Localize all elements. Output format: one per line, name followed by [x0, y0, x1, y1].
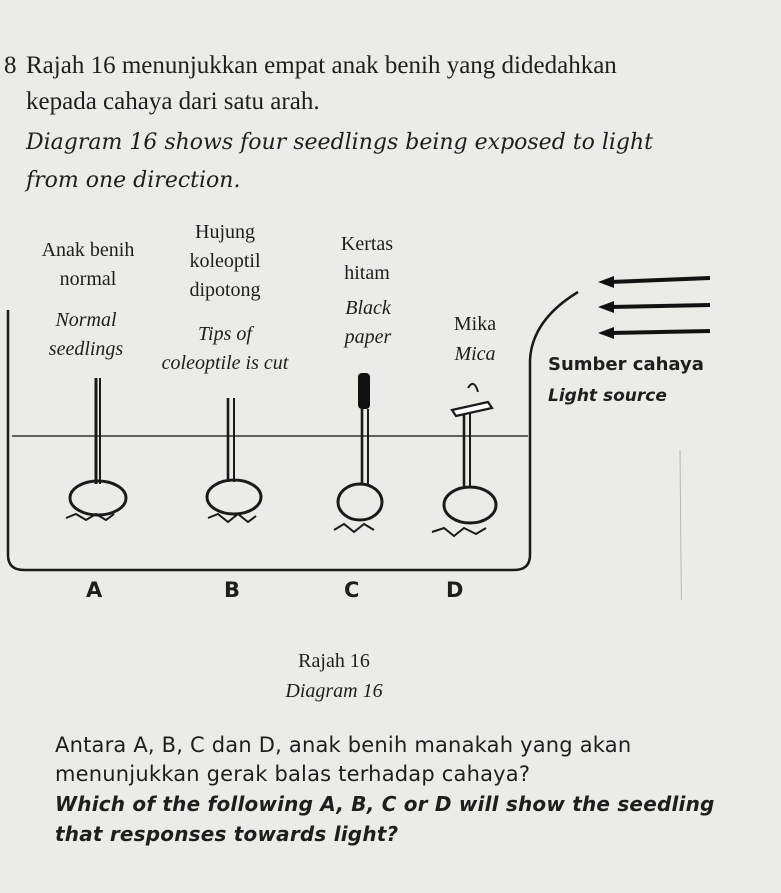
seedling-label-c: C [344, 578, 360, 602]
label-b-english-line-1: Tips of [198, 323, 252, 345]
seedling-label-b: B [224, 578, 241, 602]
label-c-malay [322, 230, 412, 288]
label-a-english [36, 306, 136, 364]
label-c-malay-line-1: Kertas [340, 233, 394, 255]
label-a-malay [26, 236, 150, 294]
question-number: 8 [4, 52, 17, 79]
bottom-malay-line-2: menunjukkan gerak balas terhadap cahaya? [55, 762, 531, 786]
label-light-english: Light source [548, 386, 667, 406]
label-b-malay-line-3: dipotong [189, 279, 261, 301]
label-b-english [144, 320, 306, 378]
seedling-label-a: A [86, 578, 103, 602]
label-d-english: Mica [454, 343, 496, 365]
question-malay-line-2: kepada cahaya dari satu arah. [26, 88, 320, 115]
light-arrows [598, 276, 710, 339]
seedling-d-drawing [432, 384, 496, 536]
label-a-malay-line-1: Anak benih [41, 239, 135, 261]
label-b-malay-line-1: Hujung [195, 221, 255, 243]
caption-english: Diagram 16 [285, 680, 383, 702]
seedling-label-d: D [446, 578, 464, 602]
seedling-a-drawing [66, 378, 126, 520]
question-english-line-2: from one direction. [26, 168, 241, 193]
label-a-english-line-1: Normal [55, 309, 117, 331]
label-b-malay-line-2: koleoptil [189, 250, 261, 272]
label-c-malay-line-2: hitam [344, 262, 390, 284]
seedling-b-drawing [207, 398, 261, 522]
label-b-english-line-2: coleoptile is cut [161, 352, 289, 374]
question-english-line-1: Diagram 16 shows four seedlings being exposed to light [26, 130, 654, 155]
label-light-malay: Sumber cahaya [548, 354, 704, 375]
label-d-malay: Mika [453, 313, 497, 335]
bottom-english-line-2: that responses towards light? [55, 822, 399, 846]
bottom-english-line-1: Which of the following A, B, C or D will show the seedling [55, 792, 715, 816]
question-malay-line-1: Rajah 16 menunjukkan empat anak benih yang didedahkan [26, 52, 617, 79]
label-c-english [328, 294, 408, 352]
caption-malay: Rajah 16 [298, 650, 370, 672]
seedling-c-drawing [334, 373, 382, 532]
label-c-english-line-2: paper [344, 326, 392, 348]
bottom-malay-line-1: Antara A, B, C dan D, anak benih manakah yang akan [55, 733, 632, 757]
label-a-malay-line-2: normal [59, 268, 117, 290]
label-c-english-line-1: Black [345, 297, 391, 319]
label-b-malay [170, 218, 280, 305]
label-a-english-line-2: seedlings [48, 338, 124, 360]
